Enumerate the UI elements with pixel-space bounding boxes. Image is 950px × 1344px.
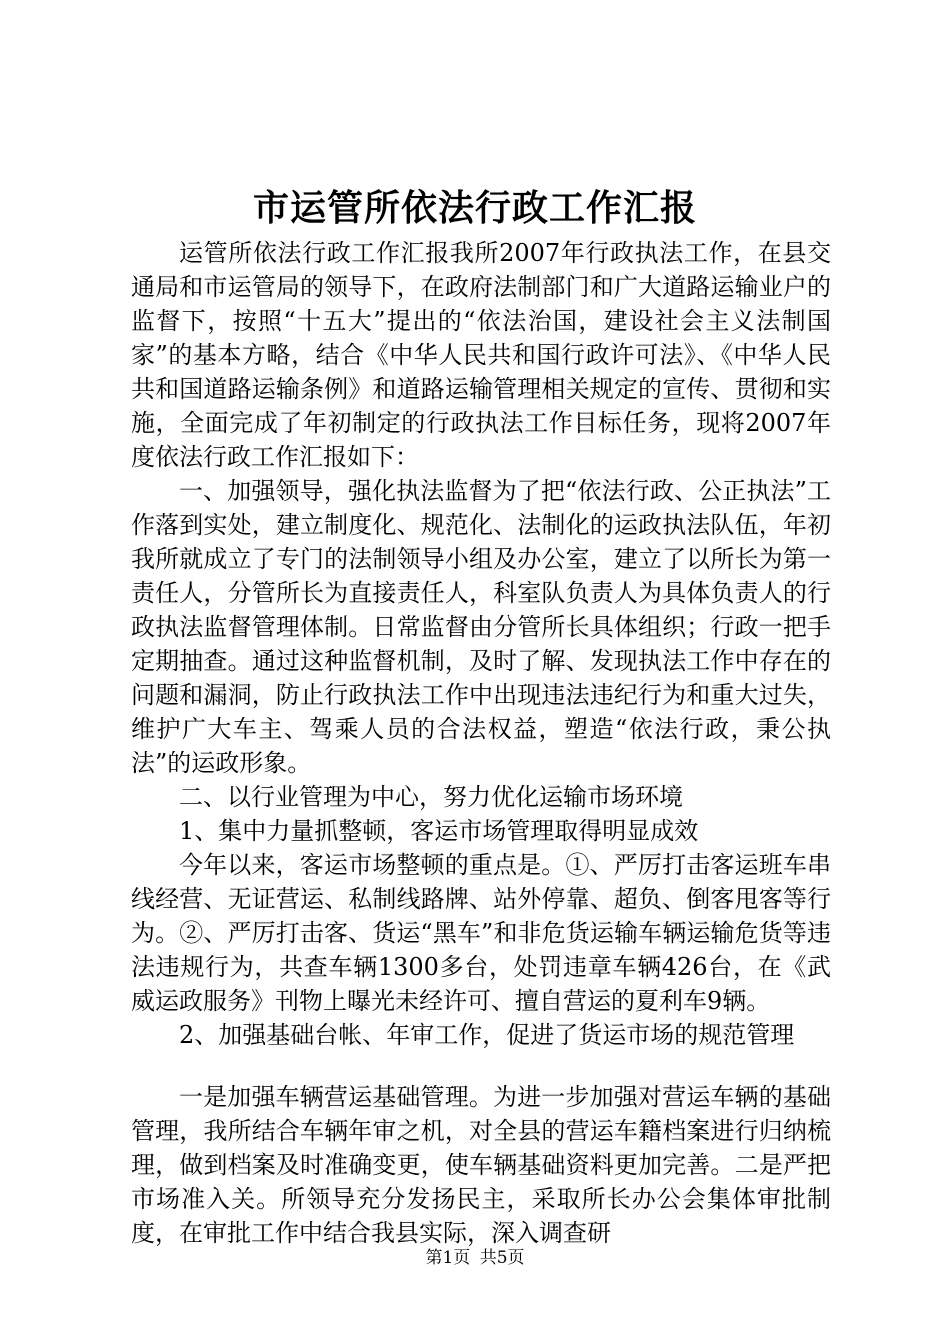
paragraph-section-1: 一、加强领导，强化执法监督为了把“依法行政、公正执法”工作落到实处，建立制度化、规范化、法制化的运政执法队伍，年初我所就成立了专门的法制领导小组及办公室，建立了以所长为第一责任人，分管所长为直接责任人，科室队负责人为具体负责人的行政执法监督管理体制。日常监督由分管所长具体组织；行政一把手定期抽查。通过这种监督机制，及时了解、发现执法工作中存在的问题和漏洞，防止行政执法工作中出现违法违纪行为和重大过失，维护广大车主、驾乘人员的合法权益，塑造“依法行政，秉公执法”的运政形象。 <box>131 477 831 777</box>
page-footer <box>0 1246 950 1270</box>
heading-subsection-2: 2、加强基础台帐、年审工作，促进了货运市场的规范管理 <box>179 1021 795 1049</box>
heading-subsection-1: 1、集中力量抓整顿，客运市场管理取得明显成效 <box>179 817 699 845</box>
document-body <box>131 236 831 1250</box>
page-number-current: 第1页 <box>425 1248 471 1268</box>
page-number-total: 共5页 <box>479 1248 525 1268</box>
paragraph-vehicle-management: 一是加强车辆营运基础管理。为进一步加强对营运车辆的基础管理，我所结合车辆年审之机，对全县的营运车籍档案进行归纳梳理，做到档案及时准确变更，使车辆基础资料更加完善。二是严把市场准入关。所领导充分发扬民主，采取所长办公会集体审批制度，在审批工作中结合我县实际，深入调查研 <box>131 1083 831 1247</box>
paragraph-passenger-market: 今年以来，客运市场整顿的重点是。①、严厉打击客运班车串线经营、无证营运、私制线路牌、站外停靠、超负、倒客甩客等行为。②、严厉打击客、货运“黑车”和非危货运输车辆运输危货等违法违规行为，共查车辆1300多台，处罚违章车辆426台，在《武威运政服务》刊物上曝光未经许可、擅自营运的夏利车9辆。 <box>131 851 831 1015</box>
paragraph-intro: 运管所依法行政工作汇报我所2007年行政执法工作，在县交通局和市运管局的领导下，在政府法制部门和广大道路运输业户的监督下，按照“十五大”提出的“依法治国，建设社会主义法制国家”的基本方略，结合《中华人民共和国行政许可法》、《中华人民共和国道路运输条例》和道路运输管理相关规定的宣传、贯彻和实施，全面完成了年初制定的行政执法工作目标任务，现将2007年度依法行政工作汇报如下： <box>131 239 831 471</box>
heading-section-2: 二、以行业管理为中心，努力优化运输市场环境 <box>179 783 683 811</box>
document-title: 市运管所依法行政工作汇报 <box>252 187 697 229</box>
